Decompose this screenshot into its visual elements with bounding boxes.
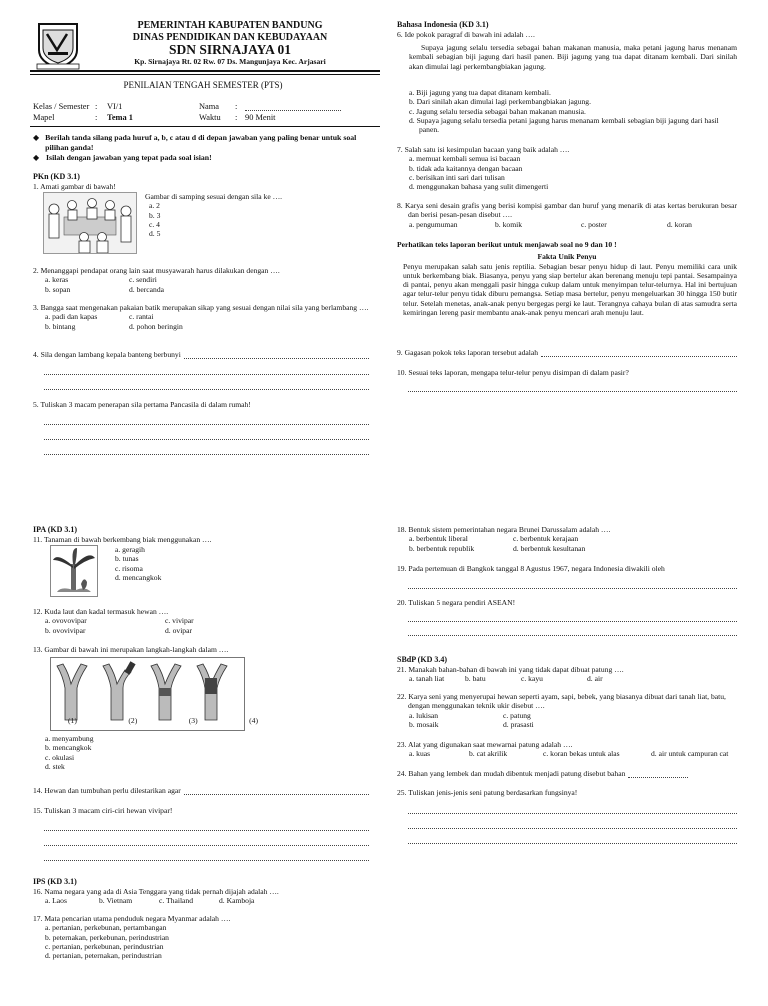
- q7-option-c[interactable]: c. berisikan inti sari dari tulisan: [409, 172, 505, 182]
- subject-label: Mapel: [33, 112, 55, 122]
- q15-text: 15. Tuliskan 3 macam ciri-ciri hewan vivipar!: [33, 806, 173, 815]
- ipa-title: IPA (KD 3.1): [33, 525, 78, 534]
- q6-option-d[interactable]: d. Supaya jagung selalu tersedia petani jagung harus menanam kembali sebagian biji jagung dari hasil panen.: [409, 115, 719, 134]
- q7-option-b[interactable]: b. tidak ada kaitannya dengan bacaan: [409, 163, 523, 173]
- q6-paragraph: Supaya jagung selalu tersedia sebagai bahan makanan manusia, maka petani jagung harus menanam kembali sebagian biji jagung dari hasil panen. Biji jagung yang tua dapat ditanam kembali. Dari sinilah akan dimulai lagi perkembangbiakan jagung.: [409, 43, 737, 71]
- q15-answer-line-2[interactable]: [44, 836, 369, 846]
- q5-answer-line-1[interactable]: [44, 415, 369, 425]
- q17-option-b[interactable]: b. peternakan, perkebunan, perindustrian: [45, 932, 169, 942]
- q3-option-c[interactable]: c. rantai: [129, 312, 154, 322]
- name-label: Nama: [199, 102, 219, 111]
- q21-text: 21. Manakah bahan-bahan di bawah ini yang tidak dapat dibuat patung ….: [397, 664, 624, 674]
- q6-option-b[interactable]: b. Dari sinilah akan dimulai lagi perkembangbiakan jagung.: [409, 97, 591, 107]
- q12-option-c[interactable]: c. vivipar: [165, 616, 194, 626]
- passage-text: Penyu merupakan salah satu jenis reptilia. Sebagian besar penyu hidup di laut. Penyu memiliki cara unik untuk berkembang biak. Biasanya, penyu yang siap bertelur akan berenang menuju tepi pantai. Sesampainya di pantai, penyu akan menggali pasir hingga cukup dalam untuk menyimpan telur-telurnya. Hal ini bertujuan agar telur-telur penyu tidak diburu pemangsa. Setiap masa bertelur, penyu mengeluarkan 30 hingga 150 butir telur. Setelah menetas, anak-anak penyu bergegas pergi ke laut. Terangnya cahaya bulan di atas samudra serta kemiringan lereng pasir membantu anak-anak penyu mencari arah menuju laut.: [403, 261, 737, 317]
- q1-option-c[interactable]: c. 4: [149, 219, 160, 229]
- q21-option-d[interactable]: d. air: [587, 674, 603, 683]
- q16-option-d[interactable]: d. Kamboja: [219, 896, 255, 905]
- q5-text: 5. Tuliskan 3 macam penerapan sila pertama Pancasila di dalam rumah!: [33, 400, 251, 409]
- q20-answer-line-2[interactable]: [408, 626, 737, 636]
- q21-option-a[interactable]: a. tanah liat: [409, 674, 445, 683]
- q13-option-c[interactable]: c. okulasi: [45, 752, 75, 762]
- bindo-title: Bahasa Indonesia (KD 3.1): [397, 20, 489, 29]
- q18-option-b[interactable]: b. berbentuk republik: [409, 543, 475, 553]
- q1-option-d[interactable]: d. 5: [149, 229, 161, 238]
- q17-option-c[interactable]: c. pertanian, perkebunan, perindustrian: [45, 941, 164, 951]
- q23-text: 23. Alat yang digunakan saat mewarnai patung adalah ….: [397, 740, 573, 749]
- school-logo: [33, 20, 83, 70]
- q13-option-a[interactable]: a. menyambung: [45, 734, 94, 743]
- q16-option-a[interactable]: a. Laos: [45, 896, 67, 905]
- class-label: Kelas / Semester: [33, 102, 90, 111]
- q5-answer-line-2[interactable]: [44, 430, 369, 440]
- q13-step-3: (3): [188, 716, 198, 725]
- q23-option-b[interactable]: b. cat akrilik: [469, 749, 508, 759]
- q13-option-b[interactable]: b. mencangkok: [45, 743, 92, 753]
- q14-text: 14. Hewan dan tumbuhan perlu dilestarikan agar: [33, 786, 181, 795]
- q1-option-b[interactable]: b. 3: [149, 210, 161, 220]
- instruction-2: Isilah dengan jawaban yang tepat pada soal isian!: [46, 153, 212, 162]
- q22-option-d[interactable]: d. prasasti: [503, 719, 534, 729]
- q19-answer-line[interactable]: [408, 579, 737, 589]
- q9-answer-line[interactable]: [541, 349, 737, 357]
- q5-answer-line-3[interactable]: [44, 445, 369, 455]
- q16-text: 16. Nama negara yang ada di Asia Tenggara yang tidak pernah dijajah adalah ….: [33, 886, 279, 896]
- passage-title: Fakta Unik Penyu: [537, 252, 597, 262]
- instructions: ◆ Berilah tanda silang pada huruf a, b, c atau d di depan jawaban yang paling benar untuk soal pilihan ganda! ◆ Isilah dengan jawaban yang tepat pada soal isian!: [33, 133, 373, 163]
- q19-text: 19. Pada pertemuan di Bangkok tanggal 8 Agustus 1967, negara Indonesia diwakili oleh: [397, 564, 665, 573]
- q20-answer-line-1[interactable]: [408, 612, 737, 622]
- q1-text: 1. Amati gambar di bawah!: [33, 181, 116, 191]
- q2-option-d[interactable]: d. bercanda: [129, 284, 164, 294]
- q2-text: 2. Menanggapi pendapat orang lain saat musyawarah harus dilakukan dengan ….: [33, 266, 280, 275]
- q18-option-d[interactable]: d. berbentuk kesultanan: [513, 543, 586, 553]
- q23-option-a[interactable]: a. kuas: [409, 749, 431, 759]
- class-value: VI/1: [107, 102, 123, 111]
- q16-option-c[interactable]: c. Thailand: [159, 896, 194, 905]
- pkn-title: PKn (KD 3.1): [33, 172, 80, 181]
- time-value: 90 Menit: [245, 112, 276, 122]
- school-address: Kp. Sirnajaya Rt. 02 Rw. 07 Ds. Mangunjaya Kec. Arjasari: [134, 56, 326, 66]
- q4-answer-line-2[interactable]: [44, 365, 369, 375]
- header-department: DINAS PENDIDIKAN DAN KEBUDAYAAN: [132, 31, 328, 43]
- q8-text: 8. Karya seni desain grafis yang berisi kompisi gambar dan huruf yang menarik di atas kertas berukuran besar dan berisi pesan-pesan disebut ….: [397, 201, 737, 220]
- q11-banana-image: [50, 545, 98, 597]
- q15-answer-line-3[interactable]: [44, 851, 369, 861]
- q15-answer-line-1[interactable]: [44, 821, 369, 831]
- q11-option-d[interactable]: d. mencangkok: [115, 572, 162, 582]
- ips-title: IPS (KD 3.1): [33, 877, 77, 886]
- q21-option-b[interactable]: b. batu: [465, 674, 486, 683]
- q2-option-b[interactable]: b. sopan: [45, 284, 71, 294]
- q12-option-d[interactable]: d. ovipar: [165, 625, 192, 635]
- q11-option-b[interactable]: b. tunas: [115, 554, 139, 564]
- q25-text: 25. Tuliskan jenis-jenis seni patung berdasarkan fungsinya!: [397, 788, 578, 797]
- q17-text: 17. Mata pencarian utama penduduk negara Myanmar adalah ….: [33, 914, 231, 923]
- q8-option-a[interactable]: a. pengumuman: [409, 219, 458, 229]
- q11-option-a[interactable]: a. geragih: [115, 545, 145, 554]
- pkn-section: [33, 172, 369, 191]
- q12-option-b[interactable]: b. ovovivipar: [45, 625, 86, 635]
- q7-text: 7. Salah satu isi kesimpulan bacaan yang baik adalah ….: [397, 145, 570, 154]
- q17-option-a[interactable]: a. pertanian, perkebunan, pertambangan: [45, 923, 167, 933]
- q25-answer-line-3[interactable]: [408, 834, 737, 844]
- instruction-1: Berilah tanda silang pada huruf a, b, c atau d di depan jawaban yang paling benar untuk soal pilihan ganda!: [45, 133, 357, 152]
- q12-option-a[interactable]: a. ovovovipar: [45, 616, 87, 626]
- q13-step-4: (4): [249, 716, 258, 725]
- q8-option-c[interactable]: c. poster: [581, 219, 607, 229]
- q1-option-a[interactable]: a. 2: [149, 201, 160, 211]
- q17-option-d[interactable]: d. pertanian, peternakan, perindustrian: [45, 951, 162, 960]
- q22-option-c[interactable]: c. patung: [503, 710, 531, 720]
- q8-option-b[interactable]: b. komik: [495, 219, 523, 229]
- q6-option-c[interactable]: c. Jagung selalu tersedia sebagai bahan makanan manusia.: [409, 106, 586, 116]
- name-field[interactable]: [245, 102, 341, 111]
- q10-text: 10. Sesuai teks laporan, mengapa telur-telur penyu disimpan di dalam pasir?: [397, 368, 629, 377]
- q16-option-b[interactable]: b. Vietnam: [99, 896, 133, 905]
- q8-option-d[interactable]: d. koran: [667, 219, 692, 229]
- q12-text: 12. Kuda laut dan kadal termasuk hewan ….: [33, 607, 169, 616]
- q18-option-c[interactable]: c. berbentuk kerajaan: [513, 534, 579, 544]
- q4-answer-line-3[interactable]: [44, 380, 369, 390]
- q10-answer-line[interactable]: [408, 382, 737, 392]
- student-info: Kelas / Semester : VI/1 Nama : Mapel : Tema 1 Waktu : 90 Menit: [33, 102, 373, 123]
- q3-option-b[interactable]: b. bintang: [45, 321, 76, 331]
- q11-text: 11. Tanaman di bawah berkembang biak menggunakan ….: [33, 534, 212, 544]
- q24-text: 24. Bahan yang lembek dan mudah dibentuk menjadi patung disebut bahan: [397, 769, 626, 778]
- q21-option-c[interactable]: c. kayu: [521, 674, 543, 683]
- q14-answer-line[interactable]: [184, 787, 369, 795]
- q13-step-1: (1): [68, 716, 77, 725]
- exam-title: PENILAIAN TENGAH SEMESTER (PTS): [123, 80, 283, 90]
- q18-text: 18. Bentuk sistem pemerintahan negara Brunei Darussalam adalah ….: [397, 525, 611, 534]
- q24-answer-line[interactable]: [628, 770, 688, 778]
- q6-option-a[interactable]: a. Biji jagung yang tua dapat ditanam kembali.: [409, 88, 551, 97]
- q2-option-c[interactable]: c. sendiri: [129, 275, 157, 285]
- q20-text: 20. Tuliskan 5 negara pendiri ASEAN!: [397, 598, 516, 607]
- sbdp-title: SBdP (KD 3.4): [397, 655, 448, 664]
- q23-option-d[interactable]: d. air untuk campuran cat: [651, 749, 729, 759]
- passage-intro: Perhatikan teks laporan berikut untuk menjawab soal no 9 dan 10 !: [397, 240, 617, 249]
- header-government: PEMERINTAH KABUPATEN BANDUNG: [137, 20, 323, 31]
- q4-answer-line[interactable]: [184, 351, 369, 359]
- q18-option-a[interactable]: a. berbentuk liberal: [409, 534, 468, 544]
- q6-text: 6. Ide pokok paragraf di bawah ini adalah ….: [397, 29, 535, 39]
- q22-text: 22. Karya seni yang menyerupai hewan seperti ayam, sapi, bebek, yang biasanya dibuat dari tanah liat, batu, dengan menggunakan teknik ukir disebut ….: [397, 692, 726, 711]
- q2-option-a[interactable]: a. keras: [45, 275, 69, 285]
- q3-option-a[interactable]: a. padi dan kapas: [45, 312, 98, 322]
- q1-description: Gambar di samping sesuai dengan sila ke ….: [145, 192, 283, 201]
- time-label: Waktu: [199, 112, 221, 122]
- q13-text: 13. Gambar di bawah ini merupakan langkah-langkah dalam ….: [33, 645, 229, 654]
- q25-answer-line-2[interactable]: [408, 819, 737, 829]
- q9-text: 9. Gagasan pokok teks laporan tersebut adalah: [397, 348, 539, 357]
- subject-value: Tema 1: [107, 112, 133, 122]
- q7-option-a[interactable]: a. memuat kembali semua isi bacaan: [409, 154, 521, 164]
- q11-option-c[interactable]: c. risoma: [115, 563, 143, 573]
- q22-option-b[interactable]: b. mosaik: [409, 719, 439, 729]
- q7-option-d[interactable]: d. menggunakan bahasa yang sulit dimengerti: [409, 182, 549, 191]
- q25-answer-line-1[interactable]: [408, 804, 737, 814]
- q4-text: 4. Sila dengan lambang kepala banteng berbunyi: [33, 350, 181, 359]
- q1-image: [43, 192, 137, 254]
- school-name: SDN SIRNAJAYA 01: [168, 42, 292, 57]
- q13-step-2: (2): [128, 716, 138, 725]
- q13-option-d[interactable]: d. stek: [45, 761, 65, 771]
- q23-option-c[interactable]: c. koran bekas untuk alas: [543, 749, 620, 759]
- q3-option-d[interactable]: d. pohon beringin: [129, 321, 183, 331]
- q22-option-a[interactable]: a. lukisan: [409, 710, 439, 720]
- q3-text: 3. Bangga saat mengenakan pakaian batik merupakan sikap yang sesuai dengan nilai sila yang berlambang ….: [33, 303, 369, 312]
